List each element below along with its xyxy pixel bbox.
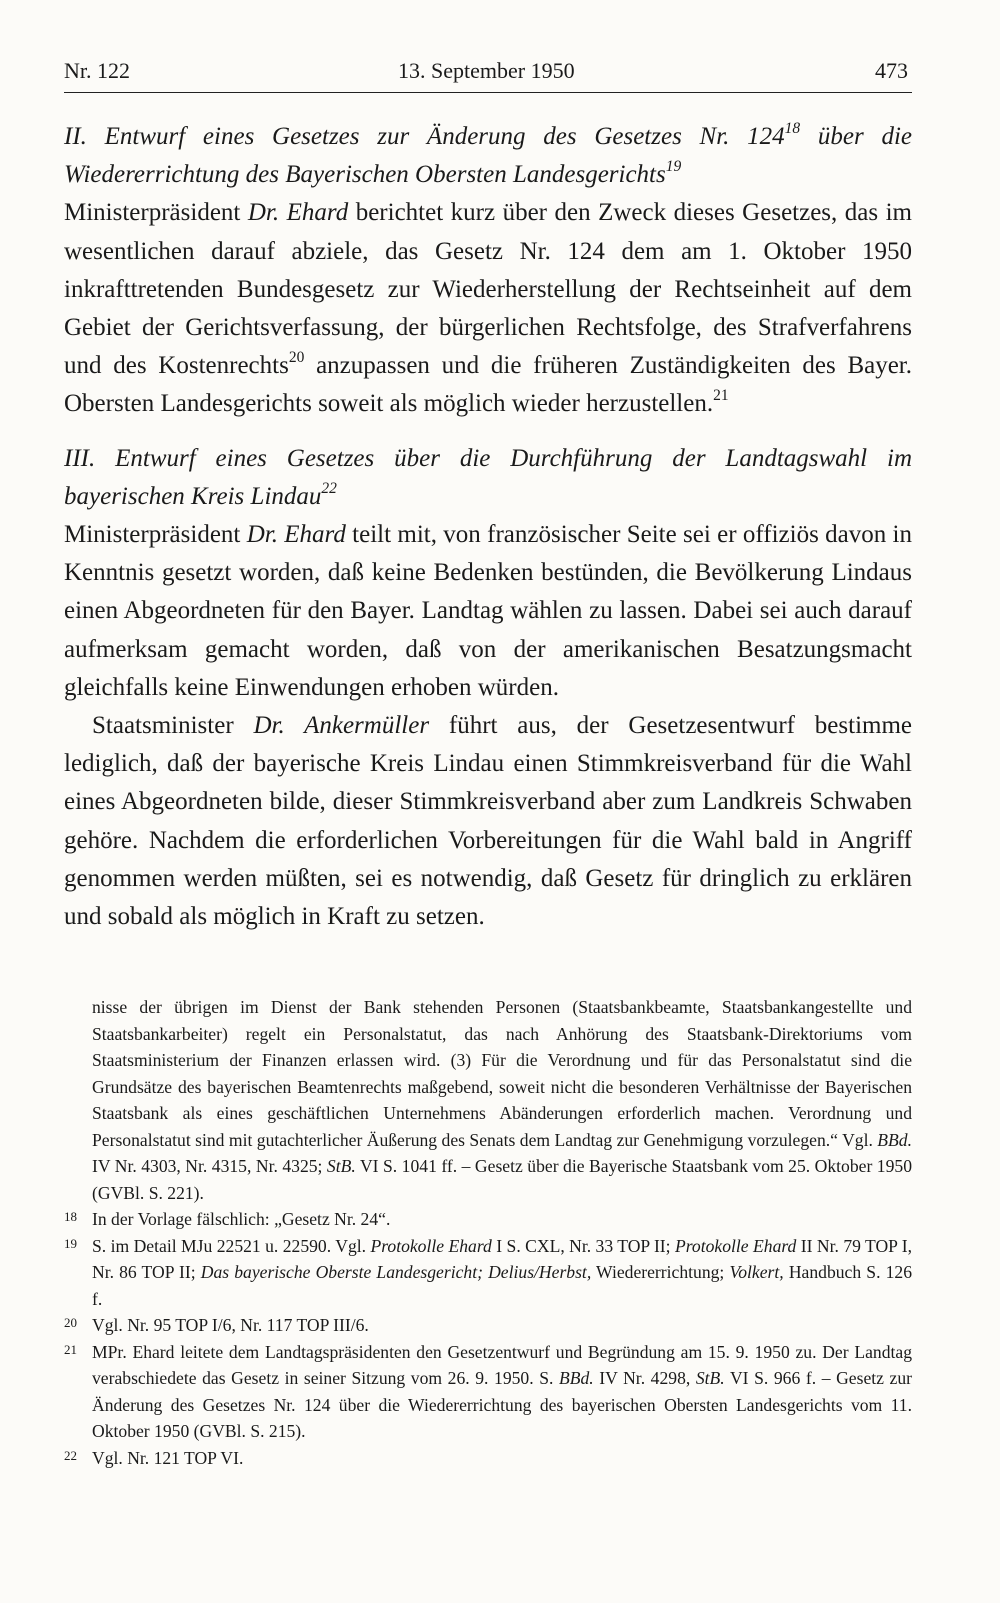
footnote-20 bbox=[64, 1312, 912, 1339]
speaker-name: Dr. Ehard bbox=[246, 521, 346, 549]
citation-title: Protokolle Ehard bbox=[370, 1235, 492, 1256]
footnote-text: VI S. 966 f. – Gesetz zur Änderung des Gesetzes Nr. 124 über die Wiedererrichtung des bayerischen Obersten Landesgerichts vom 11. Oktober 1950 (GVBl. S. 215). bbox=[92, 1368, 913, 1441]
section-heading-iii bbox=[64, 440, 912, 516]
footnote-text: IV Nr. 4298, bbox=[593, 1368, 696, 1388]
page-number: 473 bbox=[875, 58, 908, 83]
citation-abbrev: StB. bbox=[326, 1156, 356, 1176]
paragraph-text: Ministerpräsident bbox=[64, 521, 247, 549]
footnote-ref-20: 20 bbox=[288, 349, 305, 367]
footnote-number: 19 bbox=[64, 1235, 77, 1251]
footnote-21 bbox=[64, 1339, 912, 1445]
footnote-text: Wiedererrichtung; bbox=[591, 1262, 730, 1282]
footnote-text: IV Nr. 4303, Nr. 4315, Nr. 4325; bbox=[92, 1156, 327, 1176]
citation-author: Volkert, bbox=[729, 1262, 784, 1282]
paragraph-text: anzupassen und die früheren Zuständigkeiten des Bayer. Obersten Landesgerichts soweit als möglich wieder herzustellen. bbox=[64, 352, 913, 418]
footnotes bbox=[64, 994, 912, 1471]
citation-title: Das bayerische Oberste Landesgericht; Delius/Herbst, bbox=[200, 1262, 592, 1282]
header-date: 13. September 1950 bbox=[398, 58, 575, 83]
section-heading-ii bbox=[64, 118, 912, 194]
citation-abbrev: BBd. bbox=[877, 1129, 912, 1150]
footnote-text: In der Vorlage fälschlich: „Gesetz Nr. 24“. bbox=[92, 1209, 391, 1229]
paragraph-text: Staatsminister bbox=[92, 712, 254, 740]
citation-abbrev: BBd. bbox=[558, 1368, 594, 1388]
footnote-number: 20 bbox=[64, 1315, 77, 1330]
paragraph-text: teilt mit, von französischer Seite sei er offiziös davon in Kenntnis gesetzt worden, daß keine Bedenken bestünden, die Bevölkerung Lindaus einen Abgeordneten für den Bayer. Landtag wählen zu lassen. Dabei sei auch darauf aufmerksam gemacht worden, daß von der amerikanischen Besatzungsmacht gleichfalls keine Einwendungen erhoben würden. bbox=[64, 521, 912, 701]
footnote-continuation bbox=[64, 994, 912, 1206]
footnote-22 bbox=[64, 1445, 912, 1472]
footnote-19 bbox=[64, 1233, 912, 1313]
paragraph-ehard-2 bbox=[64, 516, 912, 707]
footnote-ref-22: 22 bbox=[321, 479, 337, 497]
footnote-text: Handbuch S. 126 f. bbox=[92, 1262, 913, 1309]
footnote-text: I S. CXL, Nr. 33 TOP II; bbox=[491, 1235, 675, 1256]
main-text bbox=[64, 118, 912, 936]
footnote-18 bbox=[64, 1206, 912, 1233]
footnote-text: II Nr. 79 TOP I, Nr. 86 TOP II; bbox=[92, 1235, 912, 1282]
paragraph-text: Ministerpräsident bbox=[64, 199, 248, 227]
heading-text: über die Wiedererrichtung des Bayerischen Obersten Landesgerichts bbox=[64, 123, 912, 189]
citation-title: Protokolle Ehard bbox=[674, 1235, 797, 1256]
paragraph-ankermueller bbox=[64, 707, 912, 936]
paragraph-text: führt aus, der Gesetzesentwurf bestimme lediglich, daß der bayerische Kreis Lindau einen Stimmkreisverband für die Wahl eines Abgeordneten bilde, dieser Stimmkreisverband aber zum Landkreis Schwaben gehöre. Nachdem die erforderlichen Vorbereitungen für die Wahl bald in Angriff genommen werden müßten, sei es notwendig, daß Gesetz für dringlich zu erklären und sobald als möglich in Kraft zu setzen. bbox=[64, 712, 913, 931]
section-gap bbox=[64, 424, 912, 440]
paragraph-ehard-1 bbox=[64, 194, 912, 423]
footnote-number: 22 bbox=[64, 1447, 77, 1463]
heading-text: III. Entwurf eines Gesetzes über die Durchführung der Landtagswahl im bayerischen Kreis Lindau bbox=[64, 444, 912, 510]
paragraph-text: berichtet kurz über den Zweck dieses Gesetzes, das im wesentlichen darauf abziele, das Gesetz Nr. 124 dem am 1. Oktober 1950 inkrafttretenden Bundesgesetz zur Wiederherstellung der Rechtseinheit auf dem Gebiet der Gerichtsverfassung, der bürgerlichen Rechtsfolge, des Strafverfahrens und des Kostenrechts bbox=[64, 199, 912, 380]
footnote-text: nisse der übrigen im Dienst der Bank stehenden Personen (Staatsbankbeamte, Staatsbankangestellte und Staatsbankarbeiter) regelt ein Personalstatut, das nach Anhörung des Staatsbank-Direktoriums vom Staatsministerium der Finanzen erlassen wird. (3) Für die Verordnung und für das Personalstatut sind die Grundsätze des bayerischen Beamtenrechts maßgebend, soweit nicht die besonderen Verhältnisse der Bayerischen Staatsbank als eines geschäftlichen Unternehmens Abänderungen erforderlich machen. Verordnung und Personalstatut sind mit gutachterlicher Äußerung des Senats dem Landtag zur Genehmigung vorzulegen.“ Vgl. bbox=[92, 997, 912, 1150]
citation-abbrev: StB. bbox=[695, 1368, 725, 1388]
footnote-ref-19: 19 bbox=[665, 158, 682, 176]
speaker-name: Dr. Ankermüller bbox=[253, 712, 430, 740]
footnote-number: 18 bbox=[64, 1209, 77, 1224]
heading-text: II. Entwurf eines Gesetzes zur Änderung des Gesetzes Nr. 124 bbox=[64, 123, 785, 150]
footnote-text: S. im Detail MJu 22521 u. 22590. Vgl. bbox=[92, 1235, 371, 1256]
footnote-text: Vgl. Nr. 95 TOP I/6, Nr. 117 TOP III/6. bbox=[92, 1315, 369, 1335]
footnote-ref-18: 18 bbox=[784, 119, 801, 137]
footnote-ref-21: 21 bbox=[713, 387, 729, 405]
running-header bbox=[64, 52, 912, 93]
footnote-text: VI S. 1041 ff. – Gesetz über die Bayerische Staatsbank vom 25. Oktober 1950 (GVBl. S. 221). bbox=[92, 1156, 912, 1203]
document-number: Nr. 122 bbox=[64, 58, 130, 83]
footnote-text: MPr. Ehard leitete dem Landtagspräsidenten den Gesetzentwurf und Begründung am 15. 9. 1950 zu. Der Landtag verabschiedete das Gesetz in seiner Sitzung vom 26. 9. 1950. S. bbox=[92, 1341, 912, 1388]
footnote-number: 21 bbox=[64, 1341, 77, 1357]
speaker-name: Dr. Ehard bbox=[247, 199, 349, 227]
footnote-text: Vgl. Nr. 121 TOP VI. bbox=[92, 1447, 244, 1468]
